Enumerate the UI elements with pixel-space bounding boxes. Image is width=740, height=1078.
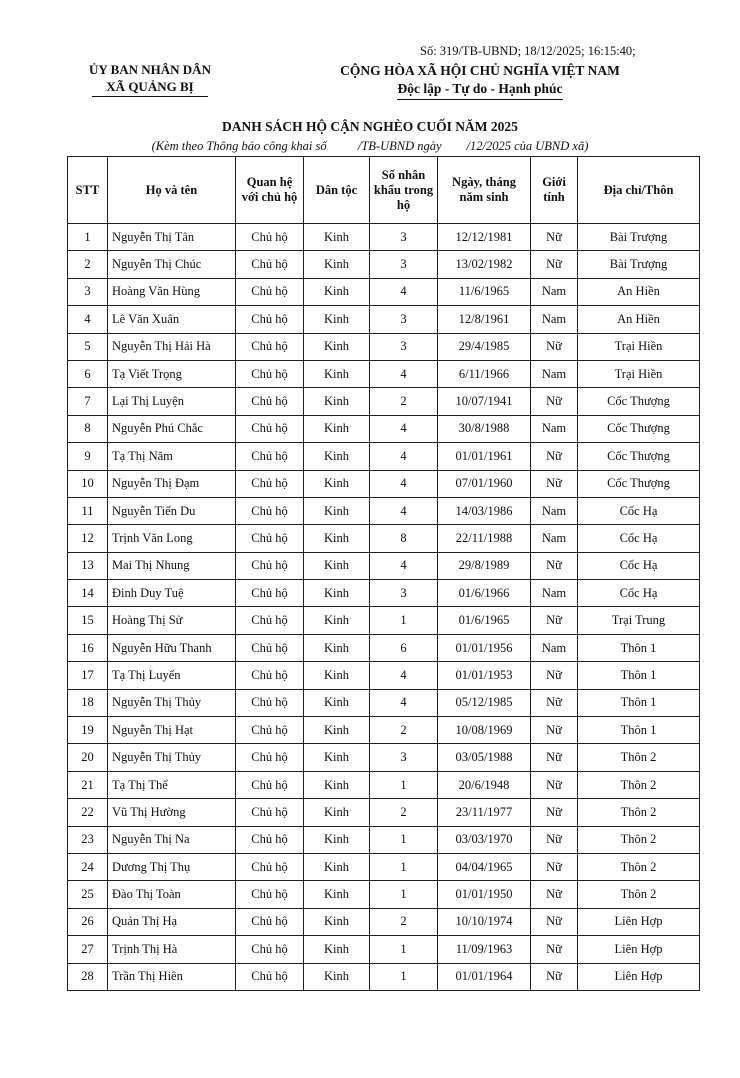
cell-address: Trại Hiền <box>578 333 700 360</box>
cell-household-size: 1 <box>370 607 438 634</box>
cell-name: Lê Văn Xuân <box>108 306 236 333</box>
issuing-authority <box>70 61 230 97</box>
cell-stt: 10 <box>68 470 108 497</box>
cell-name: Nguyễn Tiến Du <box>108 497 236 524</box>
cell-name: Tạ Thị Thể <box>108 771 236 798</box>
cell-ethnicity: Kinh <box>304 799 370 826</box>
cell-name: Nguyễn Thị Hải Hà <box>108 333 236 360</box>
cell-household-size: 4 <box>370 278 438 305</box>
cell-address: Thôn 1 <box>578 717 700 744</box>
cell-address: Cốc Thượng <box>578 388 700 415</box>
cell-name: Nguyễn Phú Chắc <box>108 415 236 442</box>
cell-stt: 11 <box>68 497 108 524</box>
cell-stt: 28 <box>68 963 108 990</box>
cell-gender: Nam <box>531 360 578 387</box>
cell-ethnicity: Kinh <box>304 278 370 305</box>
cell-address: An Hiền <box>578 306 700 333</box>
cell-address: Trại Hiền <box>578 360 700 387</box>
cell-ethnicity: Kinh <box>304 963 370 990</box>
cell-name: Hoàng Văn Hùng <box>108 278 236 305</box>
table-row <box>68 799 700 826</box>
cell-stt: 5 <box>68 333 108 360</box>
cell-relation: Chủ hộ <box>236 333 304 360</box>
cell-ethnicity: Kinh <box>304 415 370 442</box>
cell-birthdate: 01/01/1953 <box>438 662 531 689</box>
table-body <box>68 224 700 991</box>
cell-gender: Nữ <box>531 607 578 634</box>
cell-birthdate: 30/8/1988 <box>438 415 531 442</box>
cell-household-size: 4 <box>370 552 438 579</box>
table-row <box>68 717 700 744</box>
cell-name: Hoàng Thị Sử <box>108 607 236 634</box>
cell-gender: Nữ <box>531 881 578 908</box>
cell-ethnicity: Kinh <box>304 689 370 716</box>
table-row <box>68 470 700 497</box>
table-row <box>68 936 700 963</box>
table-row <box>68 634 700 661</box>
cell-gender: Nữ <box>531 717 578 744</box>
cell-name: Tạ Thị Luyến <box>108 662 236 689</box>
cell-name: Trịnh Văn Long <box>108 525 236 552</box>
table-row <box>68 881 700 908</box>
cell-ethnicity: Kinh <box>304 744 370 771</box>
table-row <box>68 443 700 470</box>
cell-stt: 9 <box>68 443 108 470</box>
national-title: CỘNG HÒA XÃ HỘI CHỦ NGHĨA VIỆT NAM <box>340 63 620 78</box>
table-row <box>68 607 700 634</box>
cell-name: Nguyễn Thị Đạm <box>108 470 236 497</box>
table-row <box>68 497 700 524</box>
cell-gender: Nữ <box>531 771 578 798</box>
cell-ethnicity: Kinh <box>304 224 370 251</box>
cell-ethnicity: Kinh <box>304 634 370 661</box>
cell-birthdate: 13/02/1982 <box>438 251 531 278</box>
cell-relation: Chủ hộ <box>236 881 304 908</box>
table-row <box>68 388 700 415</box>
cell-birthdate: 10/07/1941 <box>438 388 531 415</box>
cell-household-size: 2 <box>370 388 438 415</box>
cell-address: Cốc Hạ <box>578 580 700 607</box>
cell-ethnicity: Kinh <box>304 826 370 853</box>
cell-stt: 17 <box>68 662 108 689</box>
cell-address: Thôn 2 <box>578 853 700 880</box>
cell-name: Nguyễn Thị Hạt <box>108 717 236 744</box>
cell-ethnicity: Kinh <box>304 771 370 798</box>
cell-stt: 24 <box>68 853 108 880</box>
table-row <box>68 525 700 552</box>
cell-stt: 25 <box>68 881 108 908</box>
cell-birthdate: 29/4/1985 <box>438 333 531 360</box>
cell-address: Bài Trượng <box>578 224 700 251</box>
cell-relation: Chủ hộ <box>236 360 304 387</box>
cell-relation: Chủ hộ <box>236 251 304 278</box>
cell-stt: 18 <box>68 689 108 716</box>
cell-address: Cốc Thượng <box>578 415 700 442</box>
cell-ethnicity: Kinh <box>304 360 370 387</box>
cell-birthdate: 12/12/1981 <box>438 224 531 251</box>
cell-gender: Nữ <box>531 388 578 415</box>
cell-relation: Chủ hộ <box>236 306 304 333</box>
cell-name: Trần Thị Hiên <box>108 963 236 990</box>
cell-stt: 3 <box>68 278 108 305</box>
col-header-address: Địa chỉ/Thôn <box>578 157 700 224</box>
cell-birthdate: 29/8/1989 <box>438 552 531 579</box>
cell-address: Liên Hợp <box>578 936 700 963</box>
cell-ethnicity: Kinh <box>304 552 370 579</box>
cell-gender: Nam <box>531 278 578 305</box>
table-row <box>68 662 700 689</box>
cell-address: Thôn 2 <box>578 826 700 853</box>
cell-household-size: 3 <box>370 333 438 360</box>
document-number: Số: 319/TB-UBND; 18/12/2025; 16:15:40; <box>420 44 636 58</box>
cell-birthdate: 01/01/1956 <box>438 634 531 661</box>
cell-stt: 12 <box>68 525 108 552</box>
cell-name: Tạ Thị Năm <box>108 443 236 470</box>
cell-gender: Nam <box>531 497 578 524</box>
cell-household-size: 1 <box>370 963 438 990</box>
table-row <box>68 333 700 360</box>
cell-address: Thôn 2 <box>578 799 700 826</box>
cell-relation: Chủ hộ <box>236 771 304 798</box>
cell-ethnicity: Kinh <box>304 497 370 524</box>
cell-household-size: 3 <box>370 224 438 251</box>
cell-stt: 22 <box>68 799 108 826</box>
cell-gender: Nữ <box>531 224 578 251</box>
table-row <box>68 744 700 771</box>
cell-name: Nguyễn Thị Tân <box>108 224 236 251</box>
cell-relation: Chủ hộ <box>236 689 304 716</box>
cell-relation: Chủ hộ <box>236 580 304 607</box>
table-row <box>68 415 700 442</box>
cell-ethnicity: Kinh <box>304 853 370 880</box>
cell-address: Cốc Hạ <box>578 497 700 524</box>
col-header-name: Họ và tên <box>108 157 236 224</box>
cell-address: An Hiền <box>578 278 700 305</box>
cell-ethnicity: Kinh <box>304 306 370 333</box>
cell-birthdate: 01/6/1965 <box>438 607 531 634</box>
table-row <box>68 826 700 853</box>
cell-gender: Nữ <box>531 936 578 963</box>
cell-birthdate: 22/11/1988 <box>438 525 531 552</box>
cell-relation: Chủ hộ <box>236 278 304 305</box>
cell-ethnicity: Kinh <box>304 936 370 963</box>
cell-gender: Nữ <box>531 826 578 853</box>
cell-relation: Chủ hộ <box>236 853 304 880</box>
cell-household-size: 4 <box>370 662 438 689</box>
cell-relation: Chủ hộ <box>236 963 304 990</box>
cell-address: Thôn 1 <box>578 662 700 689</box>
cell-address: Thôn 1 <box>578 634 700 661</box>
cell-household-size: 1 <box>370 771 438 798</box>
national-header <box>300 62 660 100</box>
cell-address: Cốc Hạ <box>578 525 700 552</box>
cell-relation: Chủ hộ <box>236 936 304 963</box>
cell-address: Thôn 2 <box>578 771 700 798</box>
cell-birthdate: 11/09/1963 <box>438 936 531 963</box>
cell-gender: Nữ <box>531 744 578 771</box>
cell-stt: 1 <box>68 224 108 251</box>
table-row <box>68 853 700 880</box>
cell-relation: Chủ hộ <box>236 224 304 251</box>
cell-ethnicity: Kinh <box>304 607 370 634</box>
cell-relation: Chủ hộ <box>236 717 304 744</box>
cell-ethnicity: Kinh <box>304 717 370 744</box>
col-header-household-size: Số nhân khẩu trong hộ <box>370 157 438 224</box>
cell-ethnicity: Kinh <box>304 470 370 497</box>
cell-birthdate: 10/08/1969 <box>438 717 531 744</box>
cell-address: Cốc Thượng <box>578 470 700 497</box>
cell-stt: 6 <box>68 360 108 387</box>
cell-birthdate: 05/12/1985 <box>438 689 531 716</box>
cell-stt: 13 <box>68 552 108 579</box>
cell-name: Nguyễn Thị Na <box>108 826 236 853</box>
cell-address: Cốc Hạ <box>578 552 700 579</box>
authority-line-2: XÃ QUẢNG BỊ <box>92 78 207 97</box>
cell-ethnicity: Kinh <box>304 525 370 552</box>
table-row <box>68 689 700 716</box>
cell-name: Nguyễn Thị Thủy <box>108 689 236 716</box>
cell-household-size: 1 <box>370 853 438 880</box>
cell-stt: 2 <box>68 251 108 278</box>
table-row <box>68 771 700 798</box>
cell-gender: Nữ <box>531 552 578 579</box>
cell-ethnicity: Kinh <box>304 443 370 470</box>
cell-stt: 15 <box>68 607 108 634</box>
document-title: DANH SÁCH HỘ CẬN NGHÈO CUỐI NĂM 2025 <box>222 119 518 134</box>
cell-gender: Nam <box>531 634 578 661</box>
cell-name: Nguyễn Thị Thủy <box>108 744 236 771</box>
col-header-gender: Giới tính <box>531 157 578 224</box>
cell-relation: Chủ hộ <box>236 908 304 935</box>
cell-birthdate: 03/05/1988 <box>438 744 531 771</box>
cell-address: Bài Trượng <box>578 251 700 278</box>
cell-stt: 26 <box>68 908 108 935</box>
cell-birthdate: 01/01/1950 <box>438 881 531 908</box>
table-row <box>68 306 700 333</box>
cell-birthdate: 01/6/1966 <box>438 580 531 607</box>
table-row <box>68 224 700 251</box>
cell-name: Nguyễn Hữu Thanh <box>108 634 236 661</box>
table-row <box>68 360 700 387</box>
cell-gender: Nữ <box>531 799 578 826</box>
cell-ethnicity: Kinh <box>304 662 370 689</box>
cell-stt: 23 <box>68 826 108 853</box>
cell-gender: Nam <box>531 306 578 333</box>
cell-gender: Nam <box>531 580 578 607</box>
cell-household-size: 3 <box>370 251 438 278</box>
cell-birthdate: 12/8/1961 <box>438 306 531 333</box>
cell-stt: 7 <box>68 388 108 415</box>
cell-stt: 19 <box>68 717 108 744</box>
household-table <box>67 156 700 991</box>
cell-gender: Nữ <box>531 963 578 990</box>
cell-relation: Chủ hộ <box>236 662 304 689</box>
cell-stt: 16 <box>68 634 108 661</box>
cell-ethnicity: Kinh <box>304 908 370 935</box>
cell-address: Cốc Thượng <box>578 443 700 470</box>
cell-household-size: 4 <box>370 415 438 442</box>
cell-address: Thôn 1 <box>578 689 700 716</box>
cell-birthdate: 14/03/1986 <box>438 497 531 524</box>
col-header-ethnicity: Dân tộc <box>304 157 370 224</box>
cell-stt: 20 <box>68 744 108 771</box>
cell-name: Trịnh Thị Hà <box>108 936 236 963</box>
cell-address: Trại Trung <box>578 607 700 634</box>
cell-household-size: 8 <box>370 525 438 552</box>
cell-relation: Chủ hộ <box>236 744 304 771</box>
cell-ethnicity: Kinh <box>304 881 370 908</box>
cell-stt: 27 <box>68 936 108 963</box>
cell-relation: Chủ hộ <box>236 497 304 524</box>
cell-household-size: 4 <box>370 497 438 524</box>
cell-relation: Chủ hộ <box>236 525 304 552</box>
cell-gender: Nữ <box>531 251 578 278</box>
cell-household-size: 2 <box>370 799 438 826</box>
cell-relation: Chủ hộ <box>236 415 304 442</box>
cell-stt: 4 <box>68 306 108 333</box>
cell-gender: Nữ <box>531 470 578 497</box>
col-header-birthdate: Ngày, tháng năm sinh <box>438 157 531 224</box>
table-row <box>68 552 700 579</box>
cell-gender: Nữ <box>531 662 578 689</box>
cell-birthdate: 01/01/1961 <box>438 443 531 470</box>
cell-name: Dương Thị Thụ <box>108 853 236 880</box>
cell-relation: Chủ hộ <box>236 607 304 634</box>
cell-birthdate: 23/11/1977 <box>438 799 531 826</box>
cell-relation: Chủ hộ <box>236 634 304 661</box>
authority-line-1: ỦY BAN NHÂN DÂN <box>89 62 211 77</box>
table-row <box>68 908 700 935</box>
cell-relation: Chủ hộ <box>236 799 304 826</box>
cell-birthdate: 03/03/1970 <box>438 826 531 853</box>
cell-ethnicity: Kinh <box>304 388 370 415</box>
cell-relation: Chủ hộ <box>236 826 304 853</box>
cell-birthdate: 07/01/1960 <box>438 470 531 497</box>
cell-household-size: 1 <box>370 826 438 853</box>
cell-relation: Chủ hộ <box>236 443 304 470</box>
cell-household-size: 1 <box>370 881 438 908</box>
cell-name: Lại Thị Luyện <box>108 388 236 415</box>
cell-household-size: 3 <box>370 580 438 607</box>
col-header-relation: Quan hệ với chủ hộ <box>236 157 304 224</box>
cell-name: Đinh Duy Tuệ <box>108 580 236 607</box>
cell-address: Liên Hợp <box>578 963 700 990</box>
cell-relation: Chủ hộ <box>236 388 304 415</box>
cell-gender: Nữ <box>531 908 578 935</box>
national-motto: Độc lập - Tự do - Hạnh phúc <box>397 80 562 100</box>
cell-birthdate: 20/6/1948 <box>438 771 531 798</box>
cell-household-size: 4 <box>370 470 438 497</box>
document-subtitle: (Kèm theo Thông báo công khai số /TB-UBND ngày /12/2025 của UBND xã) <box>151 139 589 153</box>
cell-gender: Nữ <box>531 333 578 360</box>
cell-stt: 8 <box>68 415 108 442</box>
cell-birthdate: 10/10/1974 <box>438 908 531 935</box>
cell-birthdate: 6/11/1966 <box>438 360 531 387</box>
table-row <box>68 251 700 278</box>
cell-name: Mai Thị Nhung <box>108 552 236 579</box>
cell-ethnicity: Kinh <box>304 333 370 360</box>
cell-name: Tạ Viết Trọng <box>108 360 236 387</box>
cell-household-size: 3 <box>370 744 438 771</box>
table-header-row <box>68 157 700 224</box>
cell-gender: Nữ <box>531 443 578 470</box>
cell-relation: Chủ hộ <box>236 552 304 579</box>
cell-gender: Nam <box>531 525 578 552</box>
cell-gender: Nữ <box>531 853 578 880</box>
cell-birthdate: 01/01/1964 <box>438 963 531 990</box>
cell-gender: Nam <box>531 415 578 442</box>
cell-address: Thôn 2 <box>578 881 700 908</box>
cell-gender: Nữ <box>531 689 578 716</box>
cell-ethnicity: Kinh <box>304 580 370 607</box>
cell-relation: Chủ hộ <box>236 470 304 497</box>
cell-name: Đào Thị Toàn <box>108 881 236 908</box>
cell-address: Liên Hợp <box>578 908 700 935</box>
cell-household-size: 2 <box>370 717 438 744</box>
cell-household-size: 4 <box>370 443 438 470</box>
cell-stt: 14 <box>68 580 108 607</box>
cell-birthdate: 11/6/1965 <box>438 278 531 305</box>
cell-household-size: 6 <box>370 634 438 661</box>
table-row <box>68 278 700 305</box>
cell-name: Quản Thị Hạ <box>108 908 236 935</box>
cell-stt: 21 <box>68 771 108 798</box>
cell-household-size: 4 <box>370 689 438 716</box>
cell-household-size: 4 <box>370 360 438 387</box>
table-row <box>68 963 700 990</box>
cell-household-size: 2 <box>370 908 438 935</box>
cell-address: Thôn 2 <box>578 744 700 771</box>
cell-ethnicity: Kinh <box>304 251 370 278</box>
cell-name: Nguyễn Thị Chúc <box>108 251 236 278</box>
cell-household-size: 1 <box>370 936 438 963</box>
cell-birthdate: 04/04/1965 <box>438 853 531 880</box>
cell-household-size: 3 <box>370 306 438 333</box>
table-row <box>68 580 700 607</box>
col-header-stt: STT <box>68 157 108 224</box>
cell-name: Vũ Thị Hường <box>108 799 236 826</box>
